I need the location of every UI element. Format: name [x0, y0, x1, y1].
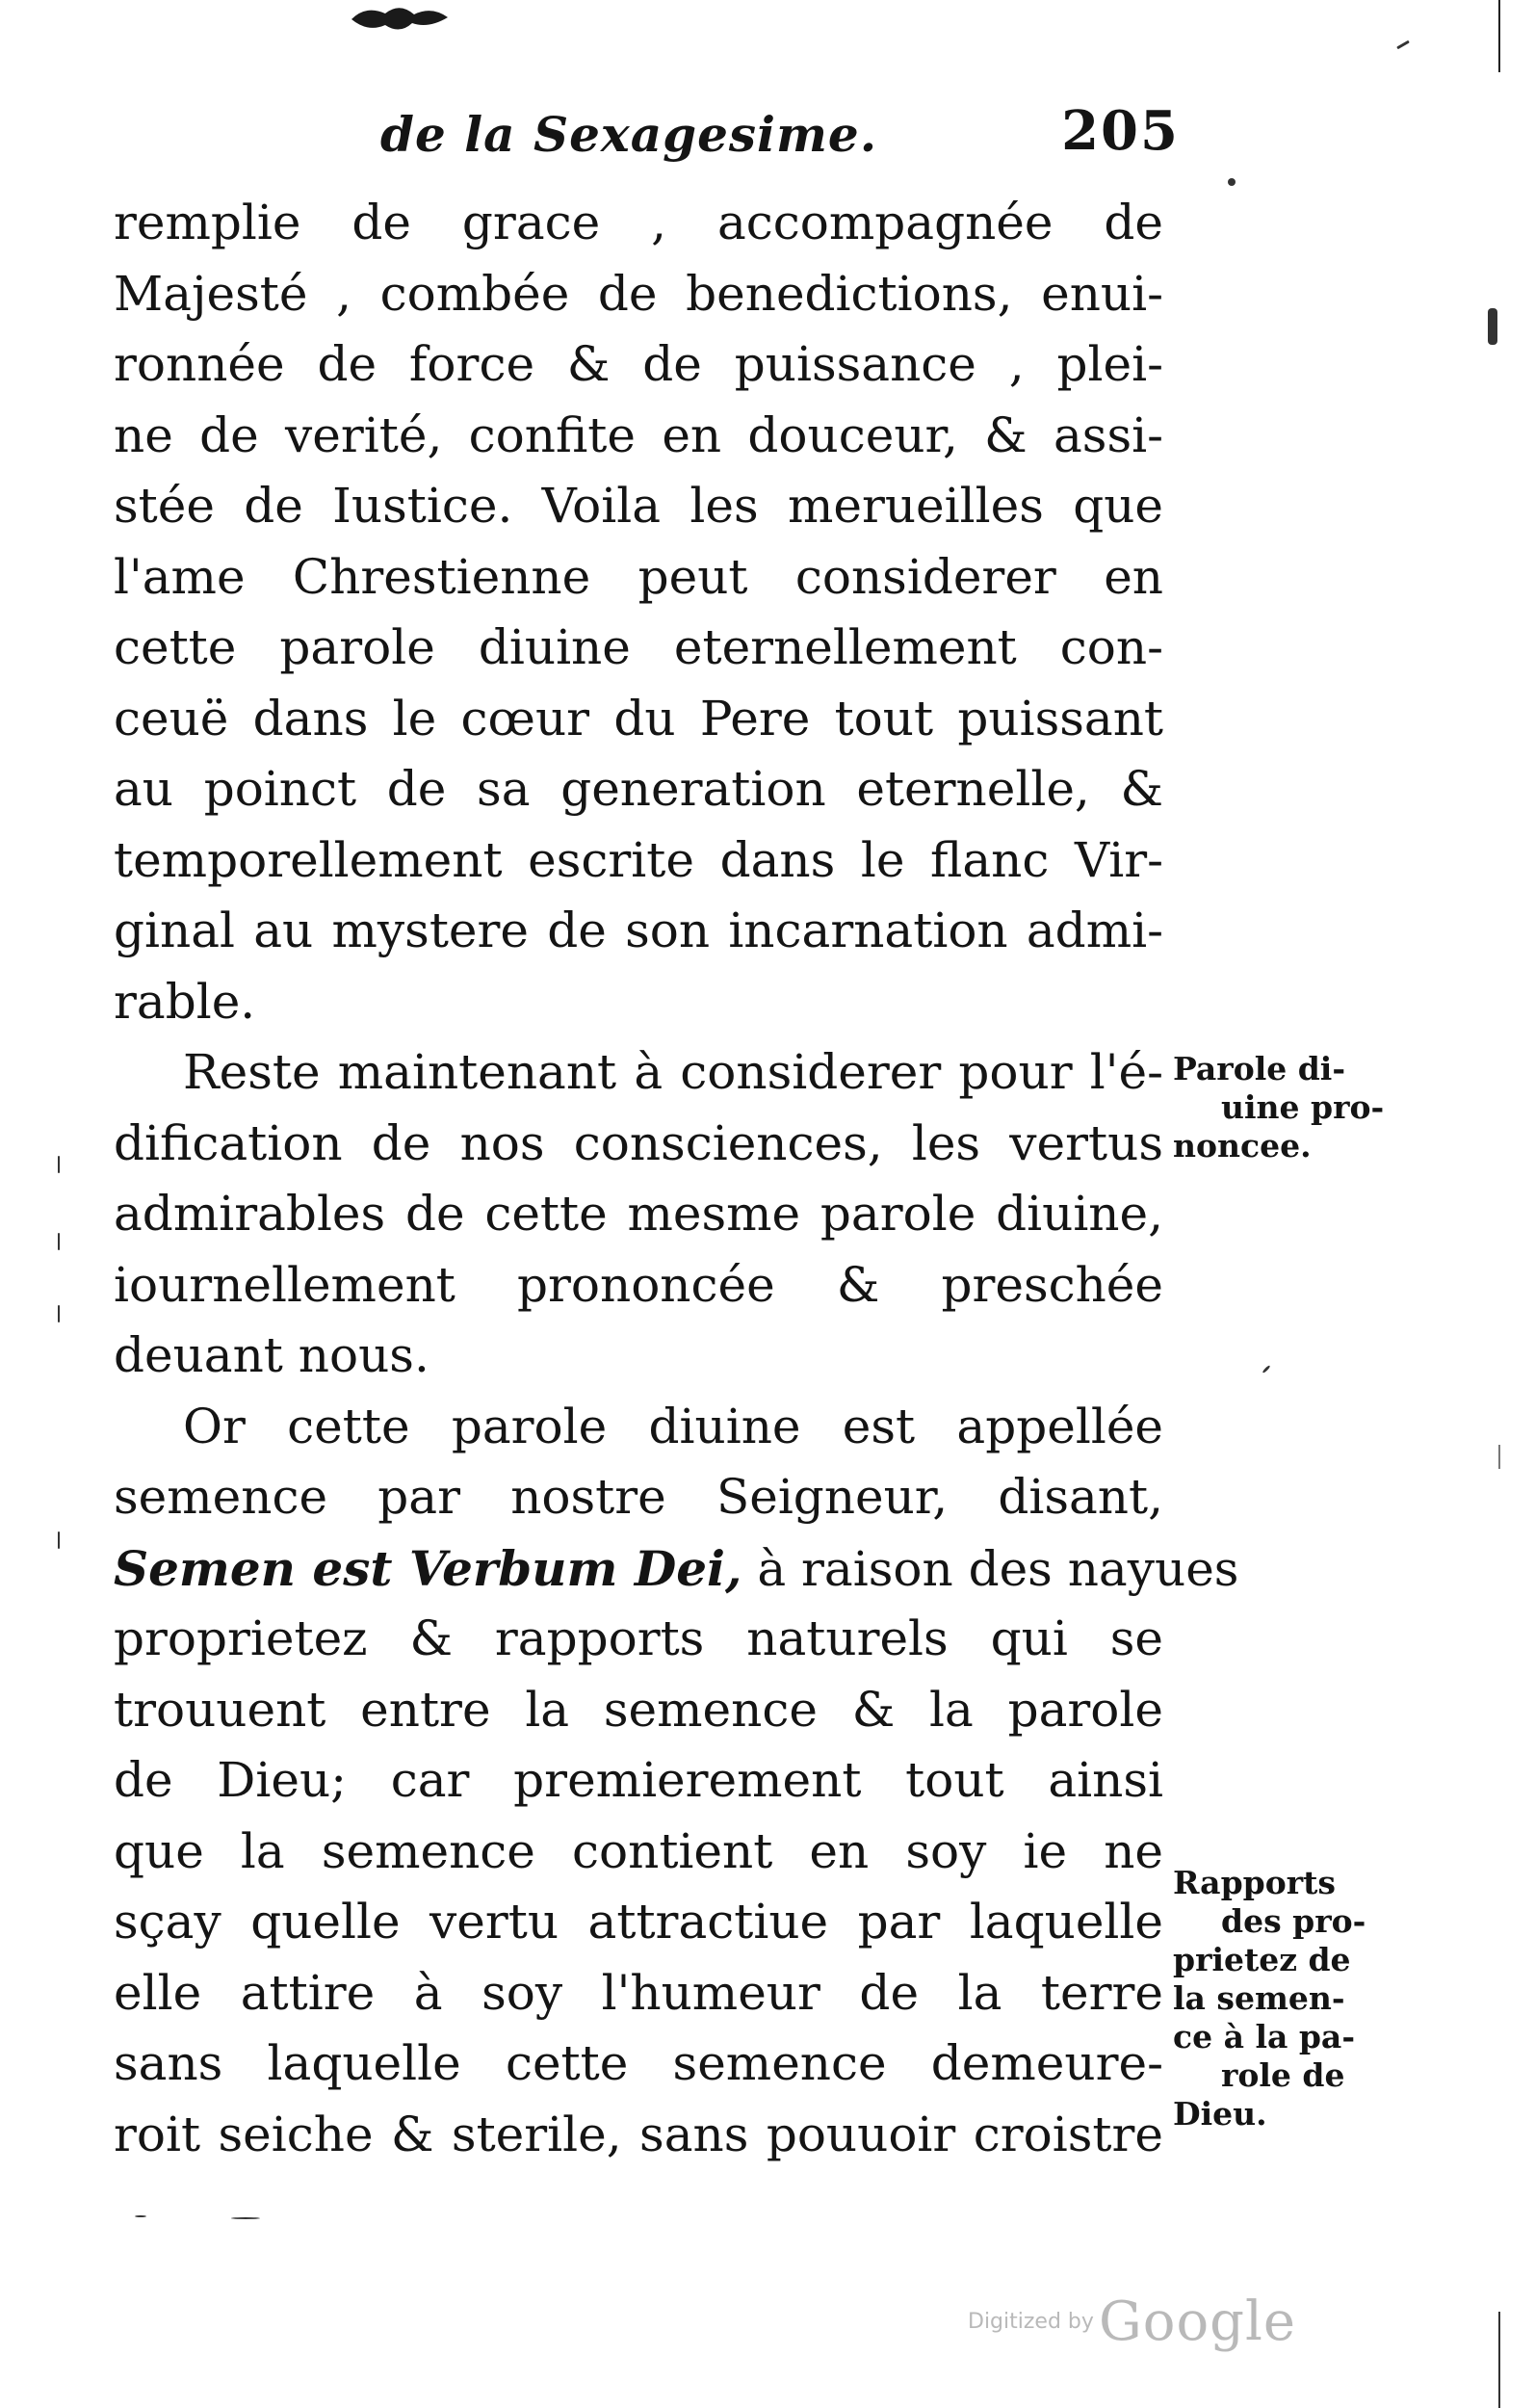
margin-note-rapports [1173, 1864, 1404, 2133]
text-line: trouuent entre la semence & la parole [114, 1681, 1163, 1738]
text-line: admirables de cette mesme parole diuine, [114, 1186, 1163, 1242]
latin-quote: Semen est Verbum Dei, [114, 1539, 742, 1597]
text-line: stée de Iustice. Voila les merueilles que [114, 478, 1163, 534]
text-line: proprietez & rapports naturels qui se [114, 1610, 1163, 1666]
margin-note-line: la semen- [1173, 1979, 1345, 2017]
scan-speck [58, 1305, 60, 1322]
margin-note-line: prietez de [1173, 1941, 1351, 1978]
margin-note-line: Parole di- [1173, 1050, 1346, 1087]
scan-speck [58, 1531, 60, 1549]
text-line: Or cette parole diuine est appellée [183, 1398, 1163, 1454]
watermark-prefix: Digitized by [968, 2310, 1094, 2334]
scan-speck [1396, 40, 1410, 50]
text-line: sans laquelle cette semence demeure- [114, 2035, 1163, 2091]
scan-speck [135, 2215, 146, 2217]
margin-note-line: Rapports [1173, 1864, 1336, 1901]
latin-line-rest: à raison des nayues [741, 1540, 1239, 1597]
text-line: ronnée de force & de puissance , plei- [114, 336, 1163, 392]
margin-note-line: noncee. [1173, 1127, 1312, 1165]
margin-note-line: ce à la pa- [1173, 2018, 1356, 2055]
text-line: dification de nos consciences, les vertus [114, 1114, 1163, 1171]
text-line: temporellement escrite dans le flanc Vir- [114, 831, 1163, 888]
text-line: ceuë dans le cœur du Pere tout puissant [114, 690, 1163, 746]
margin-note-line: Dieu. [1173, 2095, 1267, 2133]
text-line: elle attire à soy l'humeur de la terre [114, 1964, 1163, 2021]
scan-speck [58, 1233, 60, 1250]
margin-note-parole-diuine [1173, 1050, 1404, 1165]
scan-speck [58, 1156, 60, 1173]
scan-speck [1262, 1365, 1270, 1374]
margin-note-line: uine pro- [1221, 1088, 1385, 1126]
text-line: remplie de grace , accompagnée de [114, 195, 1163, 250]
google-logo: Google [1099, 2290, 1297, 2353]
text-line: de Dieu; car premierement tout ainsi [114, 1752, 1163, 1808]
text-line: cette parole diuine eternellement con- [114, 619, 1163, 675]
scan-speck [1488, 308, 1497, 345]
text-line: Majesté , combée de benedictions, enui- [114, 265, 1163, 322]
text-line: que la semence contient en soy ie ne [114, 1822, 1163, 1879]
text-line: rable. [114, 973, 256, 1030]
page-header [380, 92, 1180, 178]
margin-note-line: role de [1221, 2056, 1345, 2094]
text-line: sçay quelle vertu attractiue par laquelle [114, 1894, 1163, 1950]
printer-ornament [347, 0, 453, 39]
text-line: ne de verité, confite en douceur, & assi- [114, 406, 1163, 463]
text-line: deuant nous. [114, 1327, 429, 1383]
text-line: semence par nostre Seigneur, disant, [114, 1469, 1163, 1525]
text-line: ginal au mystere de son incarnation admi- [114, 903, 1163, 958]
body-text [114, 188, 1239, 2170]
text-line: l'ame Chrestienne peut considerer en [114, 548, 1163, 605]
text-line: au poinct de sa generation eternelle, & [114, 761, 1163, 817]
scan-speck [231, 2217, 260, 2219]
digitized-watermark [968, 2290, 1296, 2353]
scan-speck [1228, 178, 1236, 186]
text-line: Reste maintenant à considerer pour l'é- [183, 1044, 1163, 1100]
margin-note-line: des pro- [1221, 1902, 1366, 1940]
text-line: iournellement prononcée & preschée [114, 1256, 1163, 1313]
page-number: 205 [1061, 99, 1180, 163]
text-line: roit seiche & sterile, sans pouuoir croistre [114, 2106, 1163, 2162]
page-edge-line [1498, 0, 1500, 2408]
text-line-latin [114, 1533, 1239, 1605]
running-title: de la Sexagesime. [380, 106, 878, 163]
